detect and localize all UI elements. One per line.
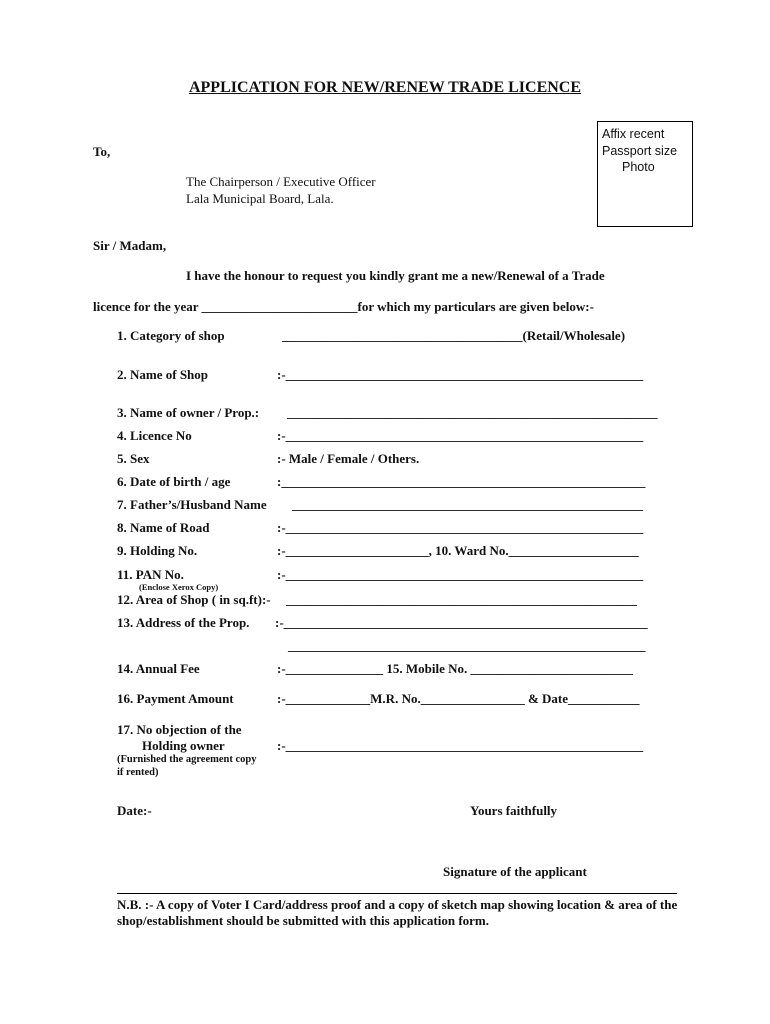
field-owner-label: 3. Name of owner / Prop.: (117, 405, 260, 420)
field-father-name-value[interactable]: ______________________________________________________ (292, 497, 643, 512)
field-owner-value[interactable]: _________________________________________________________ (287, 405, 658, 420)
field-payment-value[interactable]: :-_____________M.R. No.________________ & Date___________ (277, 691, 640, 706)
field-holding-ward-value[interactable]: :-______________________, 10. Ward No.____________________ (277, 543, 639, 558)
field-holding-no-label: 9. Holding No. (117, 543, 198, 558)
field-area-value[interactable]: ______________________________________________________ (286, 592, 637, 607)
field-noc-label-line1: 17. No objection of the (117, 722, 242, 737)
field-shop-name-label: 2. Name of Shop (117, 367, 209, 382)
photo-box-line2: Passport size (602, 143, 678, 158)
date-label: Date:- (117, 803, 152, 818)
field-category-label: 1. Category of shop (117, 328, 225, 343)
field-category-value[interactable]: _____________________________________(Retail/Wholesale) (282, 328, 626, 343)
signature-label: Signature of the applicant (443, 864, 587, 879)
page-title: APPLICATION FOR NEW/RENEW TRADE LICENCE (188, 79, 582, 96)
divider (117, 893, 677, 894)
field-noc-note-line2: if rented) (117, 767, 159, 778)
request-line1: I have the honour to request you kindly grant me a new/Renewal of a Trade (186, 268, 605, 283)
field-address-label: 13. Address of the Prop. (117, 615, 250, 630)
field-pan-value[interactable]: :-_______________________________________________________ (277, 567, 644, 582)
field-fee-mobile-value[interactable]: :-_______________ 15. Mobile No. _________________________ (277, 661, 634, 676)
field-noc-label-line2: Holding owner (142, 738, 225, 753)
field-noc-value[interactable]: :-_______________________________________________________ (277, 738, 644, 753)
nb-note: N.B. :- A copy of Voter I Card/address proof and a copy of sketch map showing location & area of the shop/establishment should be submitted with this application form. (117, 897, 678, 928)
photo-box-line1: Affix recent (602, 127, 665, 141)
field-sex-label: 5. Sex (117, 451, 150, 466)
field-road-value[interactable]: :-_______________________________________________________ (277, 520, 644, 535)
field-address-value-line2[interactable]: _______________________________________________________ (288, 638, 646, 653)
addressee-line1: The Chairperson / Executive Officer (186, 174, 376, 189)
salutation: Sir / Madam, (93, 238, 167, 253)
photo-box-line3: Photo (622, 160, 655, 174)
field-licence-no-value[interactable]: :-_______________________________________________________ (277, 428, 644, 443)
request-line2: licence for the year ________________________for which my particulars are given below:- (93, 299, 594, 314)
yours-faithfully: Yours faithfully (470, 803, 558, 818)
field-pan-label: 11. PAN No. (117, 567, 184, 582)
field-area-label: 12. Area of Shop ( in sq.ft):- (117, 592, 271, 607)
field-payment-label: 16. Payment Amount (117, 691, 234, 706)
addressee-line2: Lala Municipal Board, Lala. (186, 191, 334, 206)
field-father-name-label: 7. Father’s/Husband Name (117, 497, 267, 512)
field-annual-fee-label: 14. Annual Fee (117, 661, 200, 676)
field-address-value[interactable]: :-________________________________________________________ (275, 615, 648, 630)
field-shop-name-value[interactable]: :-_______________________________________________________ (277, 367, 644, 382)
field-pan-note: (Enclose Xerox Copy) (139, 582, 219, 592)
field-sex-value[interactable]: :- Male / Female / Others. (277, 451, 420, 466)
field-road-label: 8. Name of Road (117, 520, 210, 535)
field-licence-no-label: 4. Licence No (117, 428, 192, 443)
field-dob-value[interactable]: :________________________________________________________ (277, 474, 646, 489)
to-label: To, (93, 144, 111, 159)
field-noc-note-line1: (Furnished the agreement copy (117, 754, 257, 765)
field-dob-label: 6. Date of birth / age (117, 474, 231, 489)
passport-photo-box (597, 121, 693, 227)
